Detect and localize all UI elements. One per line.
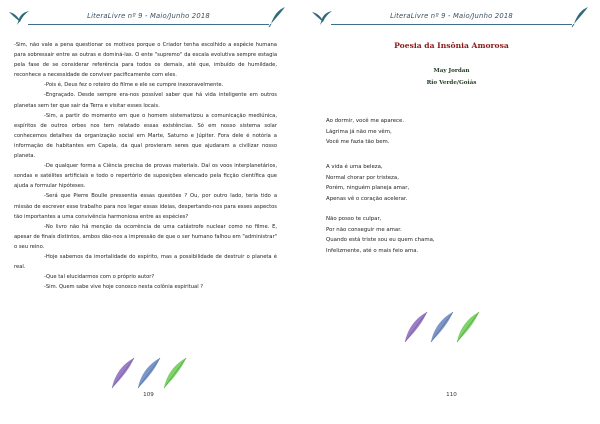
page-number: 109 (143, 392, 154, 398)
quill-pen-icon (267, 6, 287, 28)
paragraph: -Pois é, Deus fez o roteiro do filme e ele se cumpre inexoravelmente. (44, 82, 224, 89)
poem-line: Infelizmente, até o mais feio ama. (326, 247, 419, 254)
poem-author: May Jordan (433, 68, 470, 74)
paragraph: -Que tal elucidarmos com o próprio autor? (44, 274, 155, 281)
left-page (0, 0, 297, 424)
stanza (326, 162, 576, 204)
poem-line: Você me fazia tão bem. (326, 139, 390, 145)
page-number: 110 (446, 392, 457, 398)
quill-pen-icon (570, 6, 590, 28)
poem-line: Ao dormir, você me aparece. (326, 118, 405, 124)
header-rule (28, 24, 269, 25)
page-header (0, 6, 297, 30)
poem-line: Normal chorar por tristeza, (326, 174, 399, 181)
poem-line: Não posso te culpar, (326, 216, 382, 222)
header-title: LiteraLivre nº 9 - Maio/Junho 2018 (390, 12, 513, 20)
poem-line: Porém, ninguém planeja amar, (326, 185, 410, 191)
header-rule (331, 24, 572, 25)
feathers-icon (401, 304, 481, 344)
poem-place: Rio Verde/Goiás (426, 80, 477, 86)
prose-text (14, 40, 277, 292)
poem-title: Poesia da Insônia Amorosa (394, 41, 509, 50)
page-header (303, 6, 600, 30)
header-title: LiteraLivre nº 9 - Maio/Junho 2018 (87, 12, 210, 20)
paragraph: -Hoje sabemos da imortalidade do espírito, mas a possibilidade de destruir o planeta é real. (14, 253, 277, 271)
poem-line: A vida é uma beleza, (326, 164, 383, 170)
paragraph: -Engraçado. Desde sempre era-nos possível saber que há vida inteligente em outros planetas sem ter que sair da Terra e visitar esses locais. (14, 92, 277, 109)
stanza (326, 116, 576, 148)
poem-line: Por não conseguir me amar. (326, 226, 402, 233)
paragraph: -De qualquer forma a Ciência precisa de provas materiais. Daí os voos interplanetários, sondas e satélites artificiais e todo o repertório de suposições elencado pela ficção científica que ajuda a formular hipóteses. (14, 163, 277, 190)
paragraph: -Será que Pierre Boulle pressentia essas questões ? Ou, por outro lado, teria tido a missão de escrever esse trabalho para nos legar essas ideias, despertando-nos para esses aspectos tão importantes a uma convivência harmoniosa entre as espécies? (14, 193, 277, 220)
feathers-icon (108, 350, 188, 390)
paragraph: -Sim, não vale a pena questionar os motivos porque o Criador tenha escolhido a espécie humana para sobressair entre as outras e dominá-las. O ente "supremo" da escala evolutiva sempre estagia pela fase de se considerar referência para todos os demais, até que, imbuído de humildade, reconhece a necessidade de conviver pacificamente com eles. (14, 42, 277, 79)
poem-line: Apenas vê o coração acelerar. (326, 195, 408, 202)
poem-line: Quando está triste sou eu quem chama, (326, 237, 435, 243)
paragraph: -No livro não há menção da ocorrência de uma catástrofe nuclear como no filme. E, apesar de finais distintos, ambos dão-nos a impressão de que o ser humano falhou em "administrar" o seu reino. (14, 223, 277, 250)
poem-line: Lágrima já não me vêm, (326, 128, 392, 135)
right-page (303, 0, 600, 424)
paragraph: -Sim, a partir do momento em que o homem sistematizou a comunicação mediúnica, espíritos de outros orbes nos tem relatado essas existências. Só em nosso sistema solar conhecemos detalhes da organização social em Marte, Saturno e Júpiter. Fora dele é notória a informação de habitantes em Capela, da qual provieram seres que ajudaram a civilizar nosso planeta. (14, 112, 277, 160)
paragraph: -Sim. Quem sabe vive hoje conosco nesta colônia espiritual ? (44, 284, 204, 291)
stanza (326, 214, 576, 256)
